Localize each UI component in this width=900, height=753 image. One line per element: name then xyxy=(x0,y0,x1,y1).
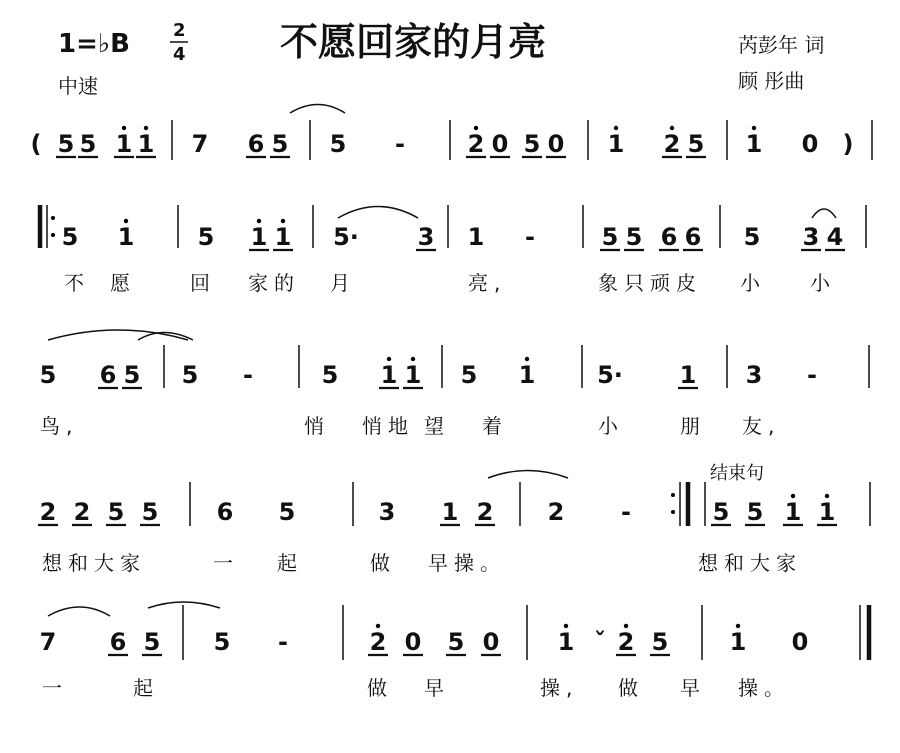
lyric-syllable: 做 xyxy=(370,551,396,575)
lyric-syllable: 一 xyxy=(42,676,68,700)
coda-label: 结束句 xyxy=(710,463,764,484)
repeat-dot xyxy=(51,216,55,220)
note: 1 xyxy=(117,223,135,251)
high-octave-dot xyxy=(257,219,261,223)
score-line-3 xyxy=(40,357,817,438)
time-bottom: 4 xyxy=(173,44,186,65)
lyric-syllable: 做 xyxy=(367,676,393,700)
note: 5 xyxy=(143,628,161,656)
note: 3 xyxy=(802,223,820,251)
note: 0 xyxy=(801,130,819,158)
high-octave-dot xyxy=(144,126,148,130)
note: 1 xyxy=(115,130,133,158)
slur-arc xyxy=(488,471,568,479)
note: 1 xyxy=(441,498,459,526)
composer-credit: 顾 彤曲 xyxy=(738,69,805,93)
note: 5 xyxy=(61,223,79,251)
note: 1 xyxy=(679,361,697,389)
note: 1 xyxy=(518,361,536,389)
note: 5 xyxy=(107,498,125,526)
high-octave-dot xyxy=(376,624,380,628)
high-octave-dot xyxy=(736,624,740,628)
note: 2 xyxy=(476,498,494,526)
note: 5 xyxy=(460,361,478,389)
repeat-dot xyxy=(671,510,675,514)
score-line-5 xyxy=(40,624,809,700)
note: 6 xyxy=(247,130,265,158)
note: - xyxy=(807,361,817,389)
lyric-syllable: 早操。 xyxy=(428,551,506,575)
lyric-syllable: 望 xyxy=(424,414,450,438)
note: 1 xyxy=(818,498,836,526)
lyric-syllable: 悄地 xyxy=(362,414,414,438)
lyric-syllable: 家的 xyxy=(248,271,300,295)
note: 0 xyxy=(491,130,509,158)
note: - xyxy=(395,130,405,158)
high-octave-dot xyxy=(474,126,478,130)
high-octave-dot xyxy=(564,624,568,628)
note: 5 xyxy=(523,130,541,158)
note: 3 xyxy=(378,498,396,526)
high-octave-dot xyxy=(281,219,285,223)
tie-arc xyxy=(290,105,345,114)
note: 3 xyxy=(745,361,763,389)
note: 5 xyxy=(447,628,465,656)
key-signature: 1=♭B xyxy=(58,29,130,59)
note: 1 xyxy=(607,130,625,158)
note: 5 xyxy=(79,130,97,158)
lyric-syllable: 小 xyxy=(598,414,624,438)
lyric-syllable: 象只顽皮 xyxy=(598,271,702,295)
note: 5 xyxy=(278,498,296,526)
note: 5 xyxy=(181,361,199,389)
note: 5 xyxy=(329,130,347,158)
note: 0 xyxy=(404,628,422,656)
score-line-4 xyxy=(38,494,837,575)
lyric-syllable: 想和大家 xyxy=(698,551,802,575)
note: 2 xyxy=(467,130,485,158)
note: 2 xyxy=(369,628,387,656)
note: 1 xyxy=(557,628,575,656)
slur-arc xyxy=(48,607,110,616)
lyric-syllable: 起 xyxy=(277,551,303,575)
note: 1 xyxy=(250,223,268,251)
high-octave-dot xyxy=(825,494,829,498)
note: 6 xyxy=(684,223,702,251)
lyric-syllable: 早 xyxy=(680,676,706,700)
note: 5 xyxy=(141,498,159,526)
note: 2 xyxy=(663,130,681,158)
song-title: 不愿回家的月亮 xyxy=(280,20,547,64)
lyric-syllable: 小 xyxy=(740,271,766,295)
repeat-dot xyxy=(51,233,55,237)
note: 6 xyxy=(216,498,234,526)
note: 4 xyxy=(826,223,844,251)
note: 6 xyxy=(99,361,117,389)
note: 5 xyxy=(687,130,705,158)
note: 0 xyxy=(482,628,500,656)
note: - xyxy=(278,628,288,656)
score-line-2 xyxy=(62,219,845,295)
lyric-syllable: 悄 xyxy=(304,414,330,438)
note: 5 xyxy=(321,361,339,389)
note: 6 xyxy=(660,223,678,251)
score-line-1 xyxy=(31,126,854,158)
lyric-syllable: 友, xyxy=(742,414,781,438)
note: 5 xyxy=(601,223,619,251)
note: 7 xyxy=(39,628,57,656)
note: 2 xyxy=(39,498,57,526)
lyric-syllable: 愿 xyxy=(110,271,136,295)
lyric-syllable: 不 xyxy=(64,271,90,295)
note: 3 xyxy=(417,223,435,251)
note: 2 xyxy=(73,498,91,526)
note: 1 xyxy=(404,361,422,389)
note: 6 xyxy=(109,628,127,656)
note: 5 xyxy=(712,498,730,526)
note: 1 xyxy=(784,498,802,526)
note: 5 xyxy=(651,628,669,656)
note: ) xyxy=(842,130,854,158)
tempo-marking: 中速 xyxy=(58,74,98,98)
slur-arc xyxy=(48,330,188,340)
high-octave-dot xyxy=(614,126,618,130)
note: 1 xyxy=(745,130,763,158)
slur-arc xyxy=(338,207,418,219)
note: 5 xyxy=(213,628,231,656)
note: 5 xyxy=(271,130,289,158)
lyric-syllable: 起 xyxy=(133,676,159,700)
high-octave-dot xyxy=(387,357,391,361)
lyric-syllable: 一 xyxy=(213,551,239,575)
note: 5 xyxy=(123,361,141,389)
note: 7 xyxy=(191,130,209,158)
note: 5· xyxy=(597,361,623,389)
note: 1 xyxy=(274,223,292,251)
high-octave-dot xyxy=(670,126,674,130)
note: 5 xyxy=(746,498,764,526)
lyric-syllable: 操。 xyxy=(738,676,790,700)
note: 0 xyxy=(791,628,809,656)
lyric-syllable: 月 xyxy=(330,271,356,295)
note: ( xyxy=(30,130,42,158)
high-octave-dot xyxy=(411,357,415,361)
tie-arc xyxy=(148,602,220,608)
high-octave-dot xyxy=(122,126,126,130)
lyric-syllable: 做 xyxy=(618,676,644,700)
high-octave-dot xyxy=(752,126,756,130)
note: ˇ xyxy=(594,628,606,656)
lyric-syllable: 早 xyxy=(424,676,450,700)
lyric-syllable: 小 xyxy=(810,271,836,295)
note: 5· xyxy=(333,223,359,251)
lyric-syllable: 着 xyxy=(482,414,508,438)
note: 5 xyxy=(197,223,215,251)
note: 5 xyxy=(57,130,75,158)
lyricist-credit: 芮彭年 词 xyxy=(738,33,825,57)
note: 0 xyxy=(547,130,565,158)
note: 5 xyxy=(625,223,643,251)
note: 1 xyxy=(380,361,398,389)
lyric-syllable: 想和大家 xyxy=(42,551,146,575)
high-octave-dot xyxy=(124,219,128,223)
note: 2 xyxy=(547,498,565,526)
note: - xyxy=(243,361,253,389)
time-top: 2 xyxy=(173,20,186,41)
high-octave-dot xyxy=(624,624,628,628)
note: 1 xyxy=(137,130,155,158)
fermata-arc xyxy=(812,209,836,218)
note: 1 xyxy=(729,628,747,656)
note: 1 xyxy=(467,223,485,251)
lyric-syllable: 鸟, xyxy=(40,414,79,438)
note: 2 xyxy=(617,628,635,656)
note: 5 xyxy=(743,223,761,251)
high-octave-dot xyxy=(791,494,795,498)
lyric-syllable: 亮, xyxy=(468,271,507,295)
lyric-syllable: 朋 xyxy=(680,414,706,438)
lyric-syllable: 操, xyxy=(540,676,579,700)
note: - xyxy=(525,223,535,251)
repeat-dot xyxy=(671,493,675,497)
note: - xyxy=(621,498,631,526)
note: 5 xyxy=(39,361,57,389)
lyric-syllable: 回 xyxy=(190,271,216,295)
high-octave-dot xyxy=(525,357,529,361)
